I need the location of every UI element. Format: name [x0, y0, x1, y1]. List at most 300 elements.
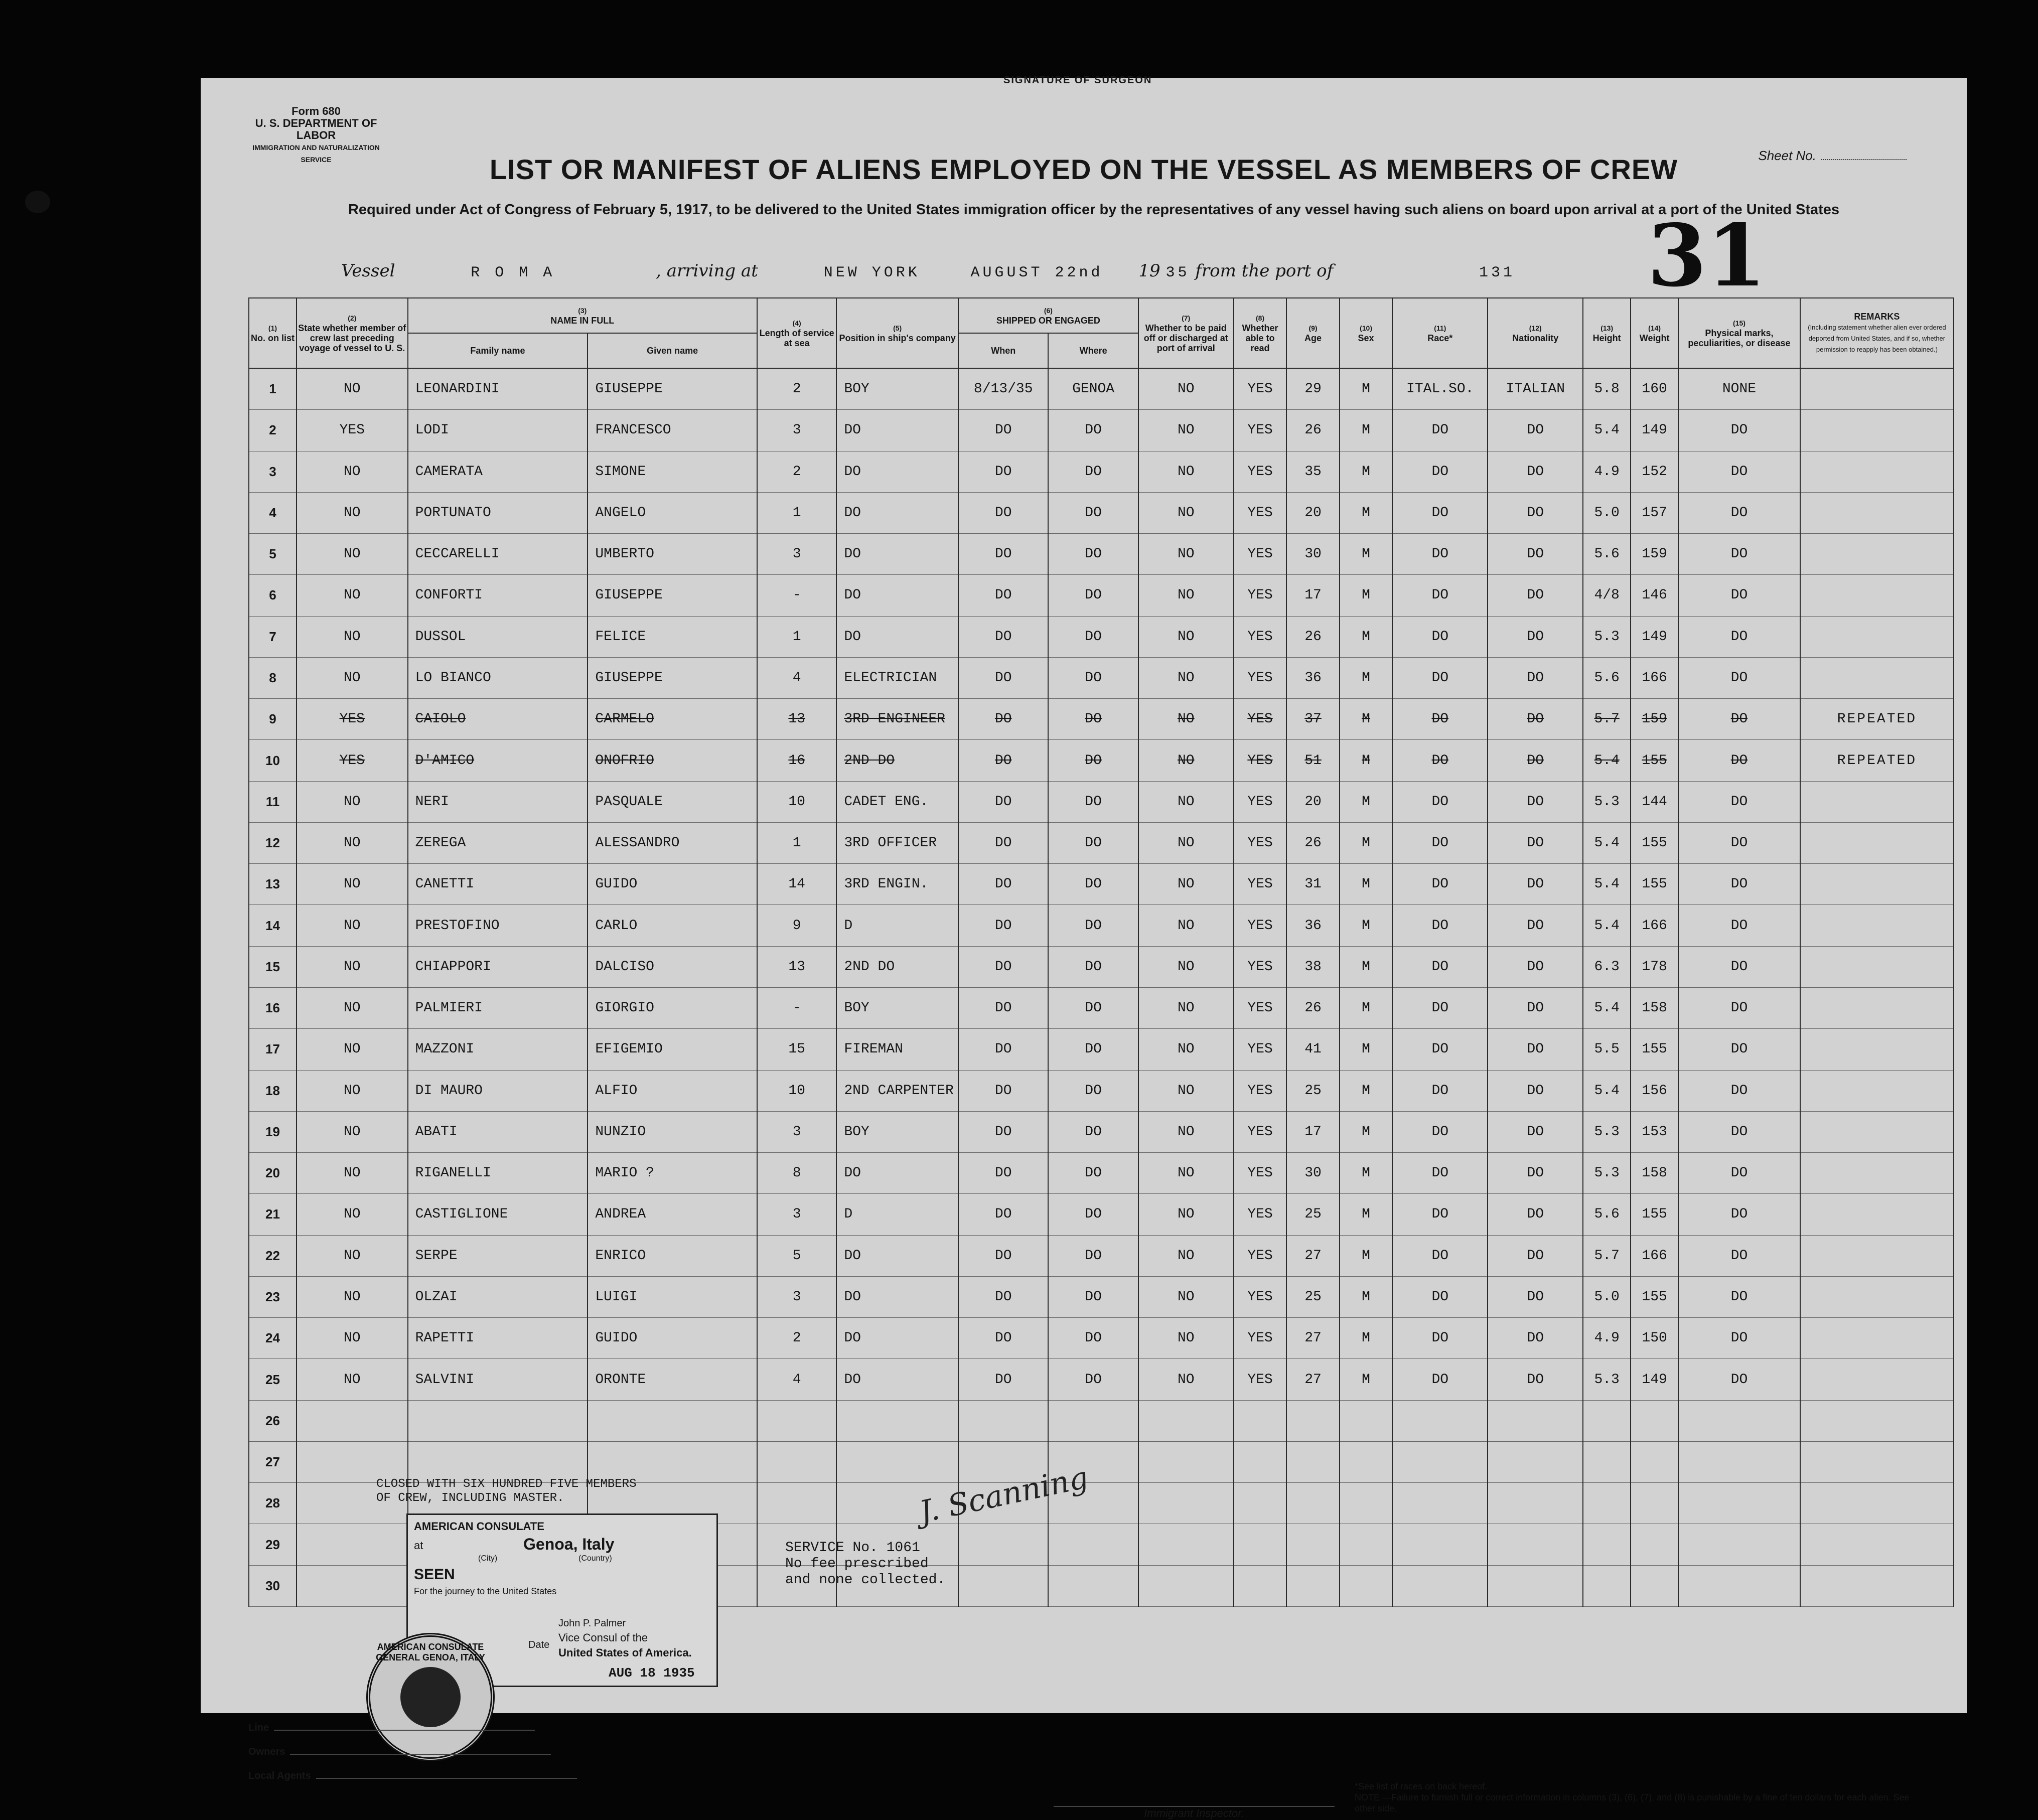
shipped-where-cell: DO	[1048, 946, 1138, 987]
physical-marks-cell: DO	[1678, 1194, 1800, 1235]
arrival-date: AUGUST 22nd	[970, 264, 1103, 281]
given-name-cell: FELICE	[588, 616, 757, 657]
height-cell: 5.7	[1583, 1235, 1631, 1276]
header-sex: (10) Sex	[1340, 298, 1393, 368]
given-name-cell: GUIDO	[588, 1318, 757, 1359]
height-cell: 5.3	[1583, 1111, 1631, 1152]
race-cell	[1392, 1400, 1488, 1441]
table-row	[249, 492, 1954, 533]
height-cell: 5.4	[1583, 864, 1631, 905]
consulate-country-caption: (Country)	[578, 1554, 612, 1563]
nationality-cell: DO	[1488, 1029, 1583, 1070]
sex-cell: M	[1340, 740, 1393, 781]
shipped-when-cell	[958, 1565, 1048, 1606]
able-to-read-cell: YES	[1234, 657, 1287, 698]
remarks-cell	[1800, 1565, 1954, 1606]
sex-cell: M	[1340, 410, 1393, 451]
position-cell: DO	[836, 575, 958, 616]
nationality-cell: DO	[1488, 1359, 1583, 1400]
family-name-cell: LO BIANCO	[408, 657, 588, 698]
table-row	[249, 988, 1954, 1029]
shipped-where-cell: DO	[1048, 781, 1138, 822]
family-name-cell: PRESTOFINO	[408, 905, 588, 946]
row-number-cell: 6	[249, 575, 297, 616]
service-length-cell	[757, 1441, 836, 1482]
header-age: (9) Age	[1286, 298, 1340, 368]
physical-marks-cell: DO	[1678, 740, 1800, 781]
given-name-cell: ANGELO	[588, 492, 757, 533]
position-cell: D	[836, 1194, 958, 1235]
sex-cell: M	[1340, 1153, 1393, 1194]
previous-voyage-cell: NO	[297, 1153, 408, 1194]
paid-off-cell: NO	[1138, 1153, 1234, 1194]
service-length-cell: 4	[757, 1359, 836, 1400]
age-cell: 38	[1286, 946, 1340, 987]
paid-off-cell: NO	[1138, 699, 1234, 740]
height-cell: 5.3	[1583, 616, 1631, 657]
able-to-read-cell: YES	[1234, 699, 1287, 740]
row-number-cell: 29	[249, 1524, 297, 1565]
row-number-cell: 2	[249, 410, 297, 451]
height-cell	[1583, 1524, 1631, 1565]
service-length-cell: 15	[757, 1029, 836, 1070]
service-length-cell: 2	[757, 451, 836, 492]
family-name-cell: CECCARELLI	[408, 534, 588, 575]
physical-marks-cell: DO	[1678, 1029, 1800, 1070]
shipped-when-cell	[958, 1524, 1048, 1565]
remarks-cell	[1800, 410, 1954, 451]
position-cell: DO	[836, 410, 958, 451]
service-length-cell	[757, 1400, 836, 1441]
previous-voyage-cell: NO	[297, 616, 408, 657]
paid-off-cell: NO	[1138, 616, 1234, 657]
row-number-cell: 18	[249, 1070, 297, 1111]
shipped-when-cell	[958, 1400, 1048, 1441]
remarks-cell	[1800, 781, 1954, 822]
table-row	[249, 1359, 1954, 1400]
given-name-cell: ENRICO	[588, 1235, 757, 1276]
service-length-cell: 13	[757, 699, 836, 740]
able-to-read-cell: YES	[1234, 822, 1287, 863]
service-length-cell: 1	[757, 492, 836, 533]
service-length-cell: 16	[757, 740, 836, 781]
position-cell: DO	[836, 1318, 958, 1359]
age-cell: 25	[1286, 1276, 1340, 1317]
table-row	[249, 822, 1954, 863]
physical-marks-cell: DO	[1678, 575, 1800, 616]
shipped-when-cell: DO	[958, 1153, 1048, 1194]
weight-cell: 178	[1631, 946, 1678, 987]
nationality-cell: DO	[1488, 1276, 1583, 1317]
remarks-cell	[1800, 1153, 1954, 1194]
given-name-cell	[588, 1400, 757, 1441]
physical-marks-cell: DO	[1678, 1359, 1800, 1400]
age-cell: 25	[1286, 1194, 1340, 1235]
service-length-cell: 3	[757, 1194, 836, 1235]
family-name-cell: NERI	[408, 781, 588, 822]
given-name-cell	[588, 1441, 757, 1482]
physical-marks-cell: DO	[1678, 905, 1800, 946]
position-cell	[836, 1400, 958, 1441]
shipped-where-cell: DO	[1048, 534, 1138, 575]
shipped-where-cell: DO	[1048, 1318, 1138, 1359]
surgeon-stamp: SIGNATURE OF SURGEON	[1003, 75, 1152, 86]
table-row	[249, 1194, 1954, 1235]
nationality-cell: DO	[1488, 492, 1583, 533]
paid-off-cell: NO	[1138, 368, 1234, 410]
previous-voyage-cell: NO	[297, 781, 408, 822]
remarks-cell	[1800, 1070, 1954, 1111]
age-cell: 17	[1286, 1111, 1340, 1152]
nationality-cell: DO	[1488, 1235, 1583, 1276]
sex-cell: M	[1340, 492, 1393, 533]
age-cell: 36	[1286, 657, 1340, 698]
weight-cell: 149	[1631, 410, 1678, 451]
nationality-cell: DO	[1488, 699, 1583, 740]
table-row	[249, 1400, 1954, 1441]
footer-fields	[248, 1716, 577, 1788]
height-cell: 5.4	[1583, 905, 1631, 946]
weight-cell	[1631, 1400, 1678, 1441]
age-cell: 41	[1286, 1029, 1340, 1070]
age-cell: 26	[1286, 988, 1340, 1029]
weight-cell: 150	[1631, 1318, 1678, 1359]
given-name-cell: SIMONE	[588, 451, 757, 492]
position-cell	[836, 1441, 958, 1482]
race-cell: DO	[1392, 1359, 1488, 1400]
sex-cell: M	[1340, 451, 1393, 492]
race-cell: DO	[1392, 616, 1488, 657]
able-to-read-cell: YES	[1234, 1070, 1287, 1111]
height-cell: 5.3	[1583, 1359, 1631, 1400]
service-name: IMMIGRATION AND NATURALIZATION SERVICE	[252, 143, 380, 164]
shipped-where-cell: DO	[1048, 864, 1138, 905]
family-name-cell: ABATI	[408, 1111, 588, 1152]
paid-off-cell: NO	[1138, 657, 1234, 698]
row-number-cell: 22	[249, 1235, 297, 1276]
shipped-where-cell: DO	[1048, 699, 1138, 740]
paid-off-cell: NO	[1138, 410, 1234, 451]
service-length-cell: 2	[757, 368, 836, 410]
position-cell: CADET ENG.	[836, 781, 958, 822]
paid-off-cell: NO	[1138, 534, 1234, 575]
previous-voyage-cell	[297, 1441, 408, 1482]
header-weight: (14) Weight	[1631, 298, 1678, 368]
service-length-cell: 3	[757, 1111, 836, 1152]
shipped-when-cell: DO	[958, 699, 1048, 740]
from-port-label: from the port of	[1195, 261, 1334, 281]
consulate-city-caption: (City)	[478, 1554, 498, 1563]
table-row	[249, 368, 1954, 410]
physical-marks-cell: DO	[1678, 1276, 1800, 1317]
physical-marks-cell: DO	[1678, 1111, 1800, 1152]
paid-off-cell	[1138, 1400, 1234, 1441]
previous-voyage-cell	[297, 1400, 408, 1441]
family-name-cell: CONFORTI	[408, 575, 588, 616]
weight-cell: 155	[1631, 1029, 1678, 1070]
nationality-cell: DO	[1488, 988, 1583, 1029]
weight-cell: 149	[1631, 616, 1678, 657]
remarks-cell	[1800, 1318, 1954, 1359]
table-row	[249, 781, 1954, 822]
nationality-cell: DO	[1488, 616, 1583, 657]
given-name-cell: ANDREA	[588, 1194, 757, 1235]
service-note	[785, 1540, 945, 1588]
previous-voyage-cell: NO	[297, 1276, 408, 1317]
shipped-when-cell: DO	[958, 946, 1048, 987]
closing-note	[376, 1477, 636, 1505]
shipped-where-cell: DO	[1048, 1153, 1138, 1194]
service-length-cell: 2	[757, 1318, 836, 1359]
previous-voyage-cell: NO	[297, 946, 408, 987]
consulate-country: United States of America.	[558, 1646, 692, 1659]
given-name-cell: ALFIO	[588, 1070, 757, 1111]
weight-cell: 155	[1631, 822, 1678, 863]
able-to-read-cell	[1234, 1483, 1287, 1524]
able-to-read-cell: YES	[1234, 1111, 1287, 1152]
punch-hole	[25, 191, 50, 213]
age-cell: 30	[1286, 534, 1340, 575]
sex-cell	[1340, 1565, 1393, 1606]
shipped-where-cell: DO	[1048, 616, 1138, 657]
weight-cell: 144	[1631, 781, 1678, 822]
table-row	[249, 1070, 1954, 1111]
given-name-cell: GIUSEPPE	[588, 575, 757, 616]
sex-cell: M	[1340, 864, 1393, 905]
race-cell: DO	[1392, 1111, 1488, 1152]
able-to-read-cell	[1234, 1400, 1287, 1441]
family-name-cell: DI MAURO	[408, 1070, 588, 1111]
physical-marks-cell: DO	[1678, 822, 1800, 863]
height-cell: 5.6	[1583, 657, 1631, 698]
weight-cell: 149	[1631, 1359, 1678, 1400]
table-row	[249, 1235, 1954, 1276]
age-cell	[1286, 1400, 1340, 1441]
family-name-cell: PORTUNATO	[408, 492, 588, 533]
race-cell: DO	[1392, 492, 1488, 533]
remarks-cell	[1800, 822, 1954, 863]
row-number-cell: 27	[249, 1441, 297, 1482]
previous-voyage-cell: NO	[297, 1318, 408, 1359]
shipped-where-cell: DO	[1048, 410, 1138, 451]
table-row	[249, 616, 1954, 657]
able-to-read-cell: YES	[1234, 1029, 1287, 1070]
service-length-cell: 14	[757, 864, 836, 905]
service-length-cell: 4	[757, 657, 836, 698]
physical-marks-cell	[1678, 1565, 1800, 1606]
race-cell: DO	[1392, 575, 1488, 616]
table-row	[249, 740, 1954, 781]
shipped-where-cell: DO	[1048, 575, 1138, 616]
row-number-cell: 7	[249, 616, 297, 657]
header-shipped: (6) SHIPPED OR ENGAGED	[958, 298, 1138, 333]
weight-cell: 157	[1631, 492, 1678, 533]
document-subtitle: Required under Act of Congress of February 5, 1917, to be delivered to the United States immigration officer by the representatives of any vessel having such aliens on board upon arrival at a port of the United States	[348, 202, 1840, 218]
height-cell: 5.7	[1583, 699, 1631, 740]
physical-marks-cell: DO	[1678, 1153, 1800, 1194]
table-row	[249, 410, 1954, 451]
row-number-cell: 20	[249, 1153, 297, 1194]
age-cell: 17	[1286, 575, 1340, 616]
family-name-cell: LODI	[408, 410, 588, 451]
age-cell: 26	[1286, 822, 1340, 863]
sex-cell: M	[1340, 699, 1393, 740]
position-cell: 3RD ENGIN.	[836, 864, 958, 905]
remarks-cell	[1800, 1194, 1954, 1235]
position-cell: D	[836, 905, 958, 946]
race-cell: DO	[1392, 864, 1488, 905]
shipped-where-cell	[1048, 1524, 1138, 1565]
consulate-title: Vice Consul of the	[558, 1631, 648, 1644]
nationality-cell: DO	[1488, 905, 1583, 946]
nationality-cell: DO	[1488, 1153, 1583, 1194]
previous-voyage-cell	[297, 1565, 408, 1606]
height-cell: 5.3	[1583, 781, 1631, 822]
header-height: (13) Height	[1583, 298, 1631, 368]
position-cell: BOY	[836, 1111, 958, 1152]
paid-off-cell: NO	[1138, 1194, 1234, 1235]
previous-voyage-cell: YES	[297, 740, 408, 781]
row-number-cell: 5	[249, 534, 297, 575]
weight-cell: 166	[1631, 1235, 1678, 1276]
family-name-cell: CANETTI	[408, 864, 588, 905]
fee-note-2: and none collected.	[785, 1572, 946, 1588]
nationality-cell: DO	[1488, 1111, 1583, 1152]
row-number-cell: 3	[249, 451, 297, 492]
arrival-port: NEW YORK	[823, 264, 920, 281]
sex-cell: M	[1340, 368, 1393, 410]
physical-marks-cell: DO	[1678, 781, 1800, 822]
given-name-cell: PASQUALE	[588, 781, 757, 822]
race-cell	[1392, 1524, 1488, 1565]
shipped-when-cell: DO	[958, 1318, 1048, 1359]
age-cell	[1286, 1483, 1340, 1524]
shipped-where-cell: DO	[1048, 740, 1138, 781]
physical-marks-cell: DO	[1678, 1235, 1800, 1276]
age-cell: 27	[1286, 1235, 1340, 1276]
able-to-read-cell: YES	[1234, 534, 1287, 575]
service-length-cell: -	[757, 988, 836, 1029]
weight-cell: 159	[1631, 699, 1678, 740]
department-name: U. S. DEPARTMENT OF LABOR	[255, 117, 377, 141]
remarks-cell	[1800, 1235, 1954, 1276]
family-name-cell: LEONARDINI	[408, 368, 588, 410]
row-number-cell: 21	[249, 1194, 297, 1235]
previous-voyage-cell: YES	[297, 699, 408, 740]
previous-voyage-cell: NO	[297, 368, 408, 410]
service-length-cell: 8	[757, 1153, 836, 1194]
service-length-cell: 3	[757, 534, 836, 575]
row-number-cell: 19	[249, 1111, 297, 1152]
age-cell: 29	[1286, 368, 1340, 410]
age-cell: 27	[1286, 1318, 1340, 1359]
arriving-label: , arriving at	[656, 261, 758, 281]
paid-off-cell: NO	[1138, 492, 1234, 533]
race-cell: DO	[1392, 1070, 1488, 1111]
position-cell: FIREMAN	[836, 1029, 958, 1070]
service-length-cell	[757, 1483, 836, 1524]
footer-notes	[1355, 1781, 1922, 1814]
sex-cell: M	[1340, 1276, 1393, 1317]
weight-cell: 159	[1631, 534, 1678, 575]
header-given-name: Given name	[588, 333, 757, 368]
family-name-cell: RAPETTI	[408, 1318, 588, 1359]
nationality-cell: DO	[1488, 822, 1583, 863]
height-cell: 4.9	[1583, 1318, 1631, 1359]
shipped-when-cell: DO	[958, 657, 1048, 698]
table-row	[249, 451, 1954, 492]
height-cell: 6.3	[1583, 946, 1631, 987]
shipped-when-cell: DO	[958, 1194, 1048, 1235]
remarks-cell	[1800, 905, 1954, 946]
paid-off-cell: NO	[1138, 822, 1234, 863]
previous-voyage-cell: NO	[297, 988, 408, 1029]
row-number-cell: 14	[249, 905, 297, 946]
paid-off-cell: NO	[1138, 781, 1234, 822]
family-name-cell: DUSSOL	[408, 616, 588, 657]
race-cell: DO	[1392, 699, 1488, 740]
weight-cell: 153	[1631, 1111, 1678, 1152]
inspector-label: Immigrant Inspector.	[1054, 1806, 1335, 1820]
physical-marks-cell: DO	[1678, 1318, 1800, 1359]
service-length-cell: -	[757, 575, 836, 616]
shipped-when-cell: DO	[958, 781, 1048, 822]
remarks-cell	[1800, 1359, 1954, 1400]
sex-cell	[1340, 1524, 1393, 1565]
nationality-cell: DO	[1488, 1194, 1583, 1235]
able-to-read-cell: YES	[1234, 492, 1287, 533]
weight-cell: 155	[1631, 864, 1678, 905]
sex-cell: M	[1340, 905, 1393, 946]
remarks-cell	[1800, 946, 1954, 987]
race-cell: ITAL.SO.	[1392, 368, 1488, 410]
given-name-cell: GIORGIO	[588, 988, 757, 1029]
remarks-cell	[1800, 492, 1954, 533]
sex-cell: M	[1340, 946, 1393, 987]
table-row	[249, 905, 1954, 946]
paid-off-cell: NO	[1138, 1111, 1234, 1152]
remarks-cell	[1800, 1524, 1954, 1565]
given-name-cell: ONOFRIO	[588, 740, 757, 781]
shipped-when-cell: DO	[958, 575, 1048, 616]
race-cell: DO	[1392, 946, 1488, 987]
sex-cell: M	[1340, 1029, 1393, 1070]
sex-cell: M	[1340, 1194, 1393, 1235]
weight-cell: 155	[1631, 740, 1678, 781]
able-to-read-cell: YES	[1234, 988, 1287, 1029]
height-cell	[1583, 1565, 1631, 1606]
consulate-date-label: Date	[528, 1639, 550, 1650]
weight-cell: 155	[1631, 1194, 1678, 1235]
shipped-when-cell: 8/13/35	[958, 368, 1048, 410]
header-where: Where	[1048, 333, 1138, 368]
age-cell: 27	[1286, 1359, 1340, 1400]
row-number-cell: 26	[249, 1400, 297, 1441]
sex-cell: M	[1340, 616, 1393, 657]
physical-marks-cell: DO	[1678, 657, 1800, 698]
weight-cell: 156	[1631, 1070, 1678, 1111]
previous-voyage-cell: NO	[297, 451, 408, 492]
family-name-cell: CAMERATA	[408, 451, 588, 492]
previous-voyage-cell: NO	[297, 1029, 408, 1070]
shipped-when-cell: DO	[958, 410, 1048, 451]
race-cell: DO	[1392, 451, 1488, 492]
remarks-cell: REPEATED	[1800, 699, 1954, 740]
row-number-cell: 16	[249, 988, 297, 1029]
inspector-signature: J. Scanning	[916, 1460, 1092, 1530]
shipped-when-cell: DO	[958, 740, 1048, 781]
sex-cell	[1340, 1483, 1393, 1524]
